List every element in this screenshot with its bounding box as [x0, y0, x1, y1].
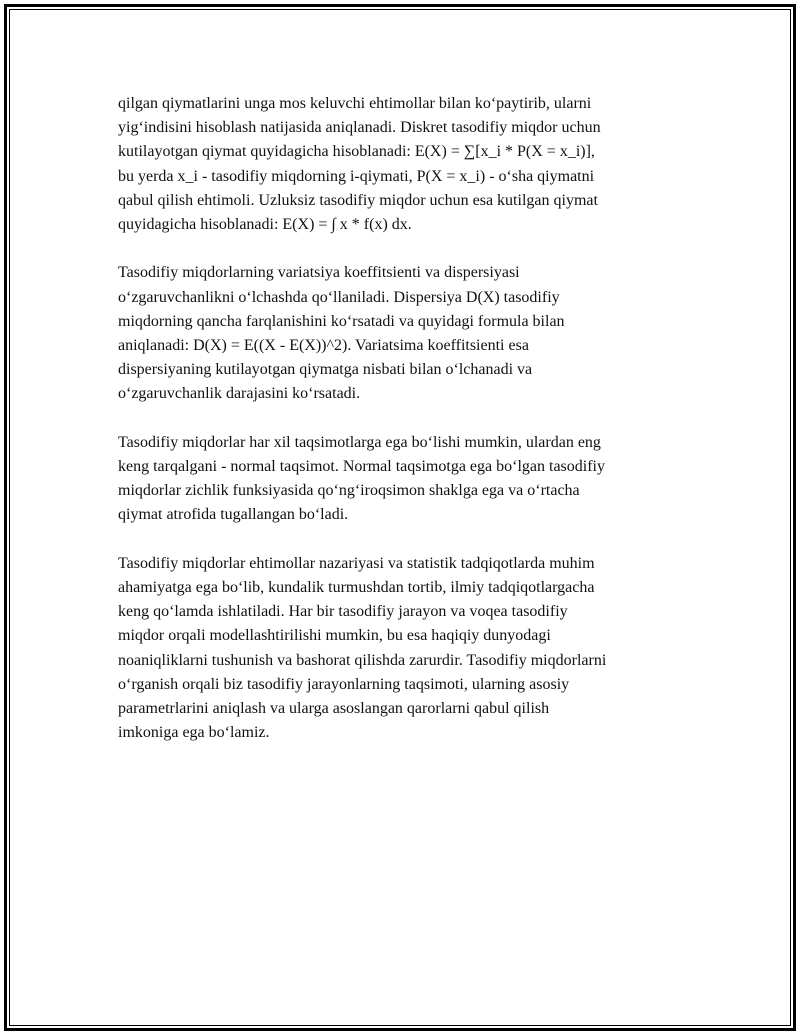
document-body — [118, 92, 698, 770]
paragraph-expected-value: qilgan qiymatlarini unga mos keluvchi ehtimollar bilan ko‘paytirib, ularni yig‘indisini hisoblash natijasida aniqlanadi. Diskret tasodifiy miqdor uchun kutilayotgan qiymat quyidagicha hisoblanadi: E(X) = ∑[x_i * P(X = x_i)], bu yerda x_i - tasodifiy miqdorning i-qiymati, P(X = x_i) - o‘sha qiymatni qabul qilish ehtimoli. Uzluksiz tasodifiy miqdor uchun esa kutilgan qiymat quyidagicha hisoblanadi: E(X) = ∫ x * f(x) dx. — [118, 95, 601, 234]
paragraph-variance: Tasodifiy miqdorlarning variatsiya koeffitsienti va dispersiyasi o‘zgaruvchanlikni o‘lchashda qo‘llaniladi. Dispersiya D(X) tasodifiy miqdorning qancha farqlanishini ko‘rsatadi va quyidagi formula bilan aniqlanadi: D(X) = E((X - E(X))^2). Variatsima koeffitsienti esa dispersiyaning kutilayotgan qiymatga nisbati bilan o‘lchanadi va o‘zgaruvchanlik darajasini ko‘rsatadi. — [118, 264, 565, 403]
paragraph-conclusion: Tasodifiy miqdorlar ehtimollar nazariyasi va statistik tadqiqotlarda muhim ahamiyatga ega bo‘lib, kundalik turmushdan tortib, ilmiy tadqiqotlargacha keng qo‘lamda ishlatiladi. Har bir tasodifiy jarayon va voqea tasodifiy miqdor orqali modellashtirilishi mumkin, bu esa haqiqiy dunyodagi noaniqliklarni tushunish va bashorat qilishda zarurdir. Tasodifiy miqdorlarni o‘rganish orqali biz tasodifiy jarayonlarning taqsimoti, ularning asosiy parametrlarini aniqlash va ularga asoslangan qarorlarni qabul qilish imkoniga ega bo‘lamiz. — [118, 554, 607, 742]
paragraph-normal-distribution: Tasodifiy miqdorlar har xil taqsimotlarga ega bo‘lishi mumkin, ulardan eng keng tarqalgani - normal taqsimot. Normal taqsimotga ega bo‘lgan tasodifiy miqdorlar zichlik funksiyasida qo‘ng‘iroqsimon shaklga ega va o‘rtacha qiymat atrofida tugallangan bo‘ladi. — [118, 433, 605, 524]
